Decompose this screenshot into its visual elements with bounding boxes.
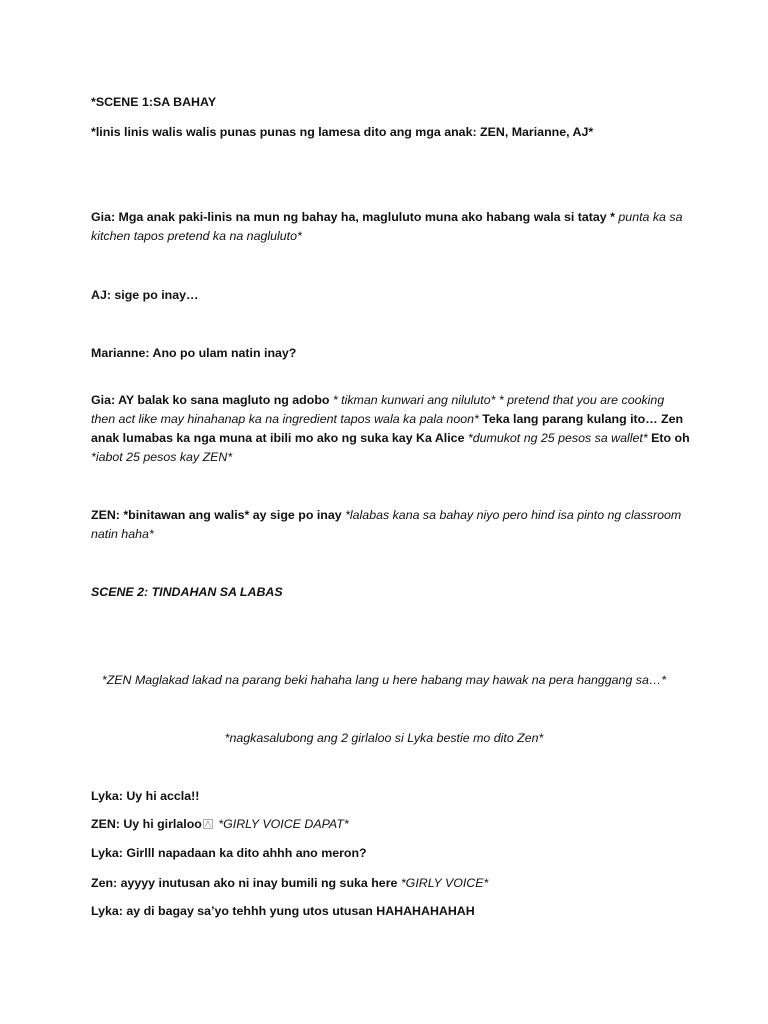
gia-line-2 bbox=[91, 391, 691, 467]
zen-dialogue-2: ZEN: Uy hi girlaloo bbox=[91, 817, 202, 831]
scene2-heading: SCENE 2: TINDAHAN SA LABAS bbox=[91, 585, 283, 599]
scene1-direction: *linis linis walis walis punas punas ng lamesa dito ang mga anak: ZEN, Marianne, AJ* bbox=[91, 125, 594, 139]
zen-line-1 bbox=[91, 506, 691, 544]
zen-dialogue-3: Zen: ayyyy inutusan ako ni inay bumili ng suka here bbox=[91, 876, 401, 890]
lyka-line-3: Lyka: ay di bagay sa’yo tehhh yung utos utusan HAHAHAHAHAH bbox=[91, 904, 475, 918]
lyka-line-2: Lyka: Girlll napadaan ka dito ahhh ano meron? bbox=[91, 846, 367, 860]
scene2-direction-2: *nagkasalubong ang 2 girlaloo si Lyka bestie mo dito Zen* bbox=[224, 731, 544, 745]
lyka-line-1: Lyka: Uy hi accla!! bbox=[91, 789, 200, 803]
zen-dialogue-1: ZEN: *binitawan ang walis* ay sige po inay bbox=[91, 508, 346, 522]
gia-dialogue-2c: Eto oh bbox=[647, 431, 690, 445]
zen-action-3: *GIRLY VOICE* bbox=[400, 876, 489, 890]
gia-dialogue-2a: Gia: AY balak ko sana magluto ng adobo bbox=[91, 393, 333, 407]
zen-line-2 bbox=[91, 815, 691, 834]
aj-line-1: AJ: sige po inay… bbox=[91, 288, 199, 302]
zen-line-3 bbox=[91, 874, 691, 893]
sparkle-emoji-icon bbox=[203, 819, 213, 829]
zen-action-2: *GIRLY VOICE DAPAT* bbox=[214, 817, 349, 831]
gia-action-1: punta ka sa kitchen tapos pretend ka na nagluluto* bbox=[91, 210, 683, 243]
gia-line-1 bbox=[91, 208, 691, 246]
gia-dialogue-1: Gia: Mga anak paki-linis na mun ng bahay ha, magluluto muna ako habang wala si tatay * bbox=[91, 210, 615, 224]
scene2-direction-1: *ZEN Maglakad lakad na parang beki hahaha lang u here habang may hawak na pera hanggang sa…* bbox=[101, 673, 667, 687]
gia-action-2a: * tikman kunwari ang niluluto* * pretend that you are cooking then act like may hinahanap ka na ingredient tapos wala ka pala noon* bbox=[91, 393, 665, 426]
marianne-dialogue-1: Marianne: Ano po ulam natin inay? bbox=[91, 346, 297, 360]
scene1-heading: *SCENE 1:SA BAHAY bbox=[91, 95, 217, 109]
marianne-line-1 bbox=[91, 344, 691, 363]
gia-action-2c: *iabot 25 pesos kay ZEN* bbox=[91, 450, 233, 464]
zen-action-1: *lalabas kana sa bahay niyo pero hind isa pinto ng classroom natin haha* bbox=[91, 508, 682, 541]
gia-dialogue-2b: Teka lang parang kulang ito… Zen anak lumabas ka nga muna at ibili mo ako ng suka kay Ka Alice bbox=[91, 412, 684, 445]
gia-action-2b: *dumukot ng 25 pesos sa wallet* bbox=[467, 431, 648, 445]
